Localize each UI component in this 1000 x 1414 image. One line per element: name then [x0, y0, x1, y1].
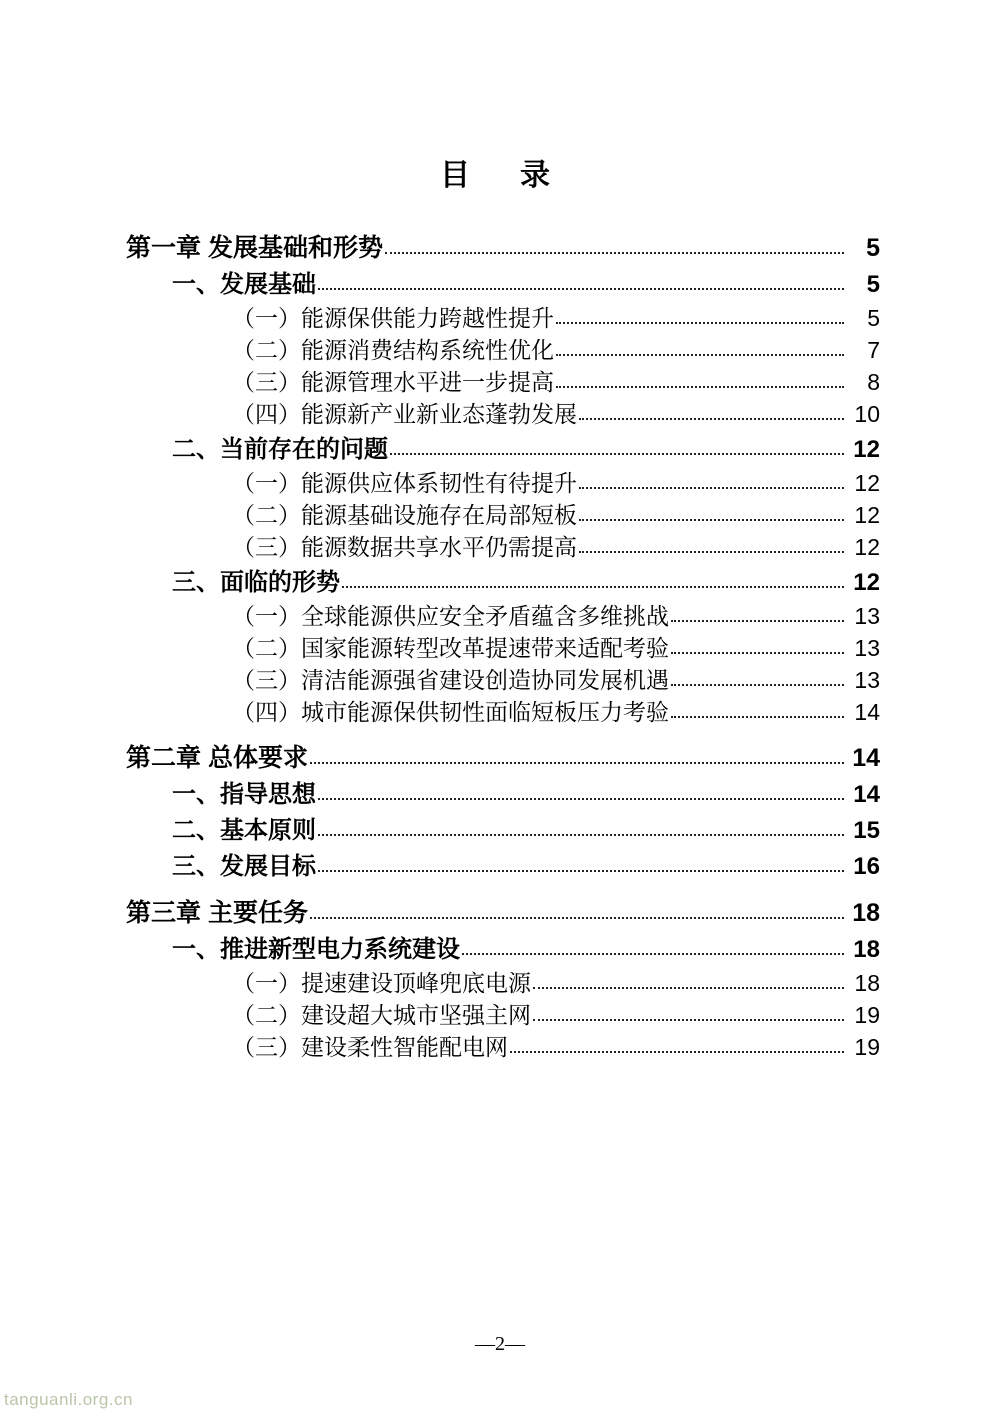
- toc-entry-label: （一）能源保供能力跨越性提升: [232, 306, 554, 331]
- toc-entry[interactable]: [120, 701, 880, 724]
- toc-entry-label: （二）能源消费结构系统性优化: [232, 338, 554, 363]
- toc-entry-page-number: 18: [852, 899, 880, 927]
- toc-entry-label: 二、当前存在的问题: [172, 436, 388, 463]
- toc-leader-dots: [579, 518, 844, 521]
- toc-entry-page-number: 18: [854, 970, 880, 996]
- toc-entry-label: 一、推进新型电力系统建设: [172, 936, 460, 963]
- toc-entry-label: （三）清洁能源强省建设创造协同发展机遇: [232, 668, 669, 693]
- toc-entry-label: 一、发展基础: [172, 271, 316, 298]
- page-title: 目 录: [440, 159, 560, 192]
- toc-entry[interactable]: [120, 855, 880, 879]
- toc-leader-dots: [342, 585, 844, 588]
- toc-leader-dots: [579, 550, 844, 553]
- toc-entry-label: 第二章 总体要求: [126, 744, 308, 772]
- toc-entry-page-number: 12: [854, 470, 880, 496]
- toc-entry[interactable]: [120, 536, 880, 559]
- toc-entry[interactable]: [120, 371, 880, 394]
- toc-entry-page-number: 14: [853, 781, 880, 808]
- toc-entry-label: （三）建设柔性智能配电网: [232, 1035, 508, 1060]
- toc-leader-dots: [310, 916, 844, 919]
- toc-entry-label: （二）建设超大城市坚强主网: [232, 1003, 531, 1028]
- toc-entry-label: 一、指导思想: [172, 781, 316, 808]
- toc-leader-dots: [556, 321, 844, 324]
- toc-entry-page-number: 14: [854, 699, 880, 725]
- toc-entry-label: （三）能源管理水平进一步提高: [232, 370, 554, 395]
- toc-entry[interactable]: [120, 504, 880, 527]
- toc-entry-page-number: 5: [866, 234, 880, 262]
- toc-leader-dots: [318, 287, 844, 290]
- toc-leader-dots: [671, 715, 844, 718]
- toc-leader-dots: [462, 952, 844, 955]
- toc-entry[interactable]: [120, 938, 880, 962]
- toc-entry-page-number: 12: [853, 436, 880, 463]
- toc-entry-page-number: 19: [854, 1002, 880, 1028]
- toc-leader-dots: [318, 797, 844, 800]
- toc-entry-label: （二）国家能源转型改革提速带来适配考验: [232, 636, 669, 661]
- toc-entry-page-number: 18: [853, 936, 880, 963]
- toc-entry-page-number: 16: [853, 853, 880, 880]
- toc-entry-label: （四）城市能源保供韧性面临短板压力考验: [232, 700, 669, 725]
- toc-entry[interactable]: [120, 605, 880, 628]
- toc-entry-label: （一）全球能源供应安全矛盾蕴含多维挑战: [232, 604, 669, 629]
- toc-entry-label: （四）能源新产业新业态蓬勃发展: [232, 402, 577, 427]
- toc-entry[interactable]: [120, 339, 880, 362]
- toc-entry-page-number: 5: [866, 271, 880, 298]
- toc-entry-page-number: 5: [867, 305, 880, 331]
- toc-leader-dots: [579, 486, 844, 489]
- toc-leader-dots: [556, 385, 844, 388]
- toc-entry-page-number: 13: [854, 667, 880, 693]
- toc-leader-dots: [318, 869, 844, 872]
- toc-leader-dots: [533, 986, 844, 989]
- toc-entry-page-number: 8: [867, 369, 880, 395]
- toc-entry[interactable]: [120, 307, 880, 330]
- toc-entry[interactable]: [120, 236, 880, 261]
- toc-leader-dots: [318, 833, 844, 836]
- toc-entry-page-number: 12: [854, 534, 880, 560]
- toc-leader-dots: [533, 1018, 844, 1021]
- toc-entry-page-number: 19: [854, 1034, 880, 1060]
- toc-leader-dots: [579, 417, 844, 420]
- toc-entry-label: （一）能源供应体系韧性有待提升: [232, 471, 577, 496]
- toc-entry-label: 三、发展目标: [172, 853, 316, 880]
- toc-entry-label: 三、面临的形势: [172, 569, 340, 596]
- toc-entry[interactable]: [120, 438, 880, 462]
- toc-entry-label: （二）能源基础设施存在局部短板: [232, 503, 577, 528]
- toc-entry[interactable]: [120, 783, 880, 807]
- toc-entry-page-number: 13: [854, 635, 880, 661]
- toc-entry-page-number: 13: [854, 603, 880, 629]
- toc-entry-label: （三）能源数据共享水平仍需提高: [232, 535, 577, 560]
- toc-entry-page-number: 10: [854, 401, 880, 427]
- toc-entry[interactable]: [120, 571, 880, 595]
- toc-entry[interactable]: [120, 746, 880, 771]
- toc-entry[interactable]: [120, 1036, 880, 1059]
- toc-leader-dots: [671, 651, 844, 654]
- page-footer: —2—: [475, 1333, 525, 1355]
- toc-entry-page-number: 14: [852, 744, 880, 772]
- toc-leader-dots: [310, 761, 844, 764]
- toc-entry-page-number: 12: [854, 502, 880, 528]
- toc-entry[interactable]: [120, 901, 880, 926]
- toc-leader-dots: [385, 251, 844, 254]
- toc-leader-dots: [510, 1050, 844, 1053]
- table-of-contents: [120, 236, 880, 1059]
- toc-entry[interactable]: [120, 637, 880, 660]
- toc-entry[interactable]: [120, 472, 880, 495]
- toc-entry[interactable]: [120, 972, 880, 995]
- toc-entry-label: （一）提速建设顶峰兜底电源: [232, 971, 531, 996]
- toc-entry[interactable]: [120, 273, 880, 297]
- toc-entry-label: 第一章 发展基础和形势: [126, 234, 383, 262]
- toc-entry[interactable]: [120, 1004, 880, 1027]
- toc-leader-dots: [671, 683, 844, 686]
- toc-leader-dots: [556, 353, 844, 356]
- toc-leader-dots: [390, 452, 844, 455]
- toc-entry-label: 二、基本原则: [172, 817, 316, 844]
- toc-entry-page-number: 12: [853, 569, 880, 596]
- toc-entry[interactable]: [120, 669, 880, 692]
- toc-entry[interactable]: [120, 403, 880, 426]
- watermark: tanguanli.org.cn: [4, 1390, 133, 1409]
- toc-entry[interactable]: [120, 819, 880, 843]
- toc-entry-page-number: 7: [867, 337, 880, 363]
- toc-entry-label: 第三章 主要任务: [126, 899, 308, 927]
- toc-leader-dots: [671, 619, 844, 622]
- toc-entry-page-number: 15: [853, 817, 880, 844]
